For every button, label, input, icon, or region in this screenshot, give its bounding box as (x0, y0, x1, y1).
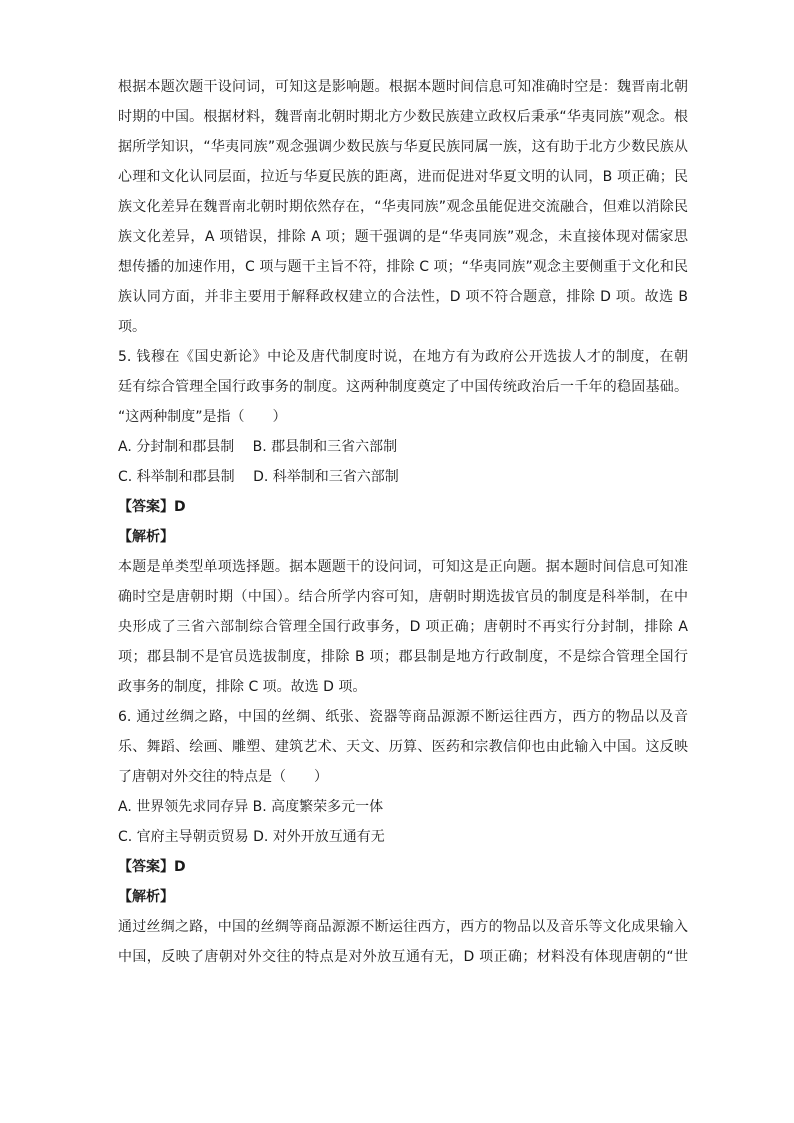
question-6-options: A. 世界领先求同存异 B. 高度繁荣多元一体 (118, 799, 384, 815)
question-6-stem: 6. 通过丝绸之路，中国的丝绸、纸张、瓷器等商品源源不断运往西方，西方的物品以及音 (118, 709, 688, 725)
question-6-stem: 了唐朝对外交往的特点是（ ） (118, 769, 328, 785)
text-line: 项；郡县制不是官员选拔制度，排除 B 项；郡县制是地方行政制度，不是综合管理全国行 (118, 649, 688, 665)
question-5-options: A. 分封制和郡县制 B. 郡县制和三省六部制 (118, 439, 398, 455)
text-line: 时期的中国。根据材料，魏晋南北朝时期北方少数民族建立政权后秉承“华夷同族”观念。根 (118, 109, 688, 125)
text-line: 心理和文化认同层面，拉近与华夏民族的距离，进而促进对华夏文明的认同，B 项正确；民 (118, 169, 688, 185)
question-5-stem: “这两种制度”是指（ ） (118, 409, 287, 425)
text-line: 通过丝绸之路，中国的丝绸等商品源源不断运往西方，西方的物品以及音乐等文化成果输入 (118, 919, 688, 935)
question-5-options: C. 科举制和郡县制 D. 科举制和三省六部制 (118, 469, 399, 485)
analysis-label: 【解析】 (118, 889, 174, 905)
question-5-stem: 5. 钱穆在《国史新论》中论及唐代制度时说，在地方有为政府公开选拔人才的制度，在朝 (118, 349, 688, 365)
answer-label: 【答案】D (118, 499, 186, 515)
text-line: 据所学知识，“华夷同族”观念强调少数民族与华夏民族同属一族，这有助于北方少数民族从 (118, 139, 688, 155)
text-line: 央形成了三省六部制综合管理全国行政事务，D 项正确；唐朝时不再实行分封制，排除 A (118, 619, 688, 635)
question-6-options: C. 官府主导朝贡贸易 D. 对外开放互通有无 (118, 829, 385, 845)
text-line: 本题是单类型单项选择题。据本题题干的设问词，可知这是正向题。据本题时间信息可知准 (118, 559, 688, 575)
analysis-label: 【解析】 (118, 529, 174, 545)
text-line: 族文化差异在魏晋南北朝时期依然存在，“华夷同族”观念虽能促进交流融合，但难以消除民 (118, 199, 688, 215)
text-line: 中国，反映了唐朝对外交往的特点是对外放互通有无，D 项正确；材料没有体现唐朝的“世 (118, 949, 688, 965)
question-6-stem: 乐、舞蹈、绘画、雕塑、建筑艺术、天文、历算、医药和宗教信仰也由此输入中国。这反映 (118, 739, 688, 755)
answer-label: 【答案】D (118, 859, 186, 875)
text-line: 想传播的加速作用，C 项与题干主旨不符，排除 C 项；“华夷同族”观念主要侧重于文化和民 (118, 259, 688, 275)
text-line: 政事务的制度，排除 C 项。故选 D 项。 (118, 679, 367, 695)
text-line: 确时空是唐朝时期（中国）。结合所学内容可知，唐朝时期选拔官员的制度是科举制，在中 (118, 589, 688, 605)
text-line: 根据本题次题干设问词，可知这是影响题。根据本题时间信息可知准确时空是：魏晋南北朝 (118, 79, 688, 95)
question-5-stem: 廷有综合管理全国行政事务的制度。这两种制度奠定了中国传统政治后一千年的稳固基础。 (118, 379, 688, 395)
text-line: 族认同方面，并非主要用于解释政权建立的合法性，D 项不符合题意，排除 D 项。故选 B (118, 289, 688, 305)
text-line: 项。 (118, 319, 146, 335)
text-line: 族文化差异，A 项错误，排除 A 项；题干强调的是“华夷同族”观念，未直接体现对儒家思 (118, 229, 688, 245)
